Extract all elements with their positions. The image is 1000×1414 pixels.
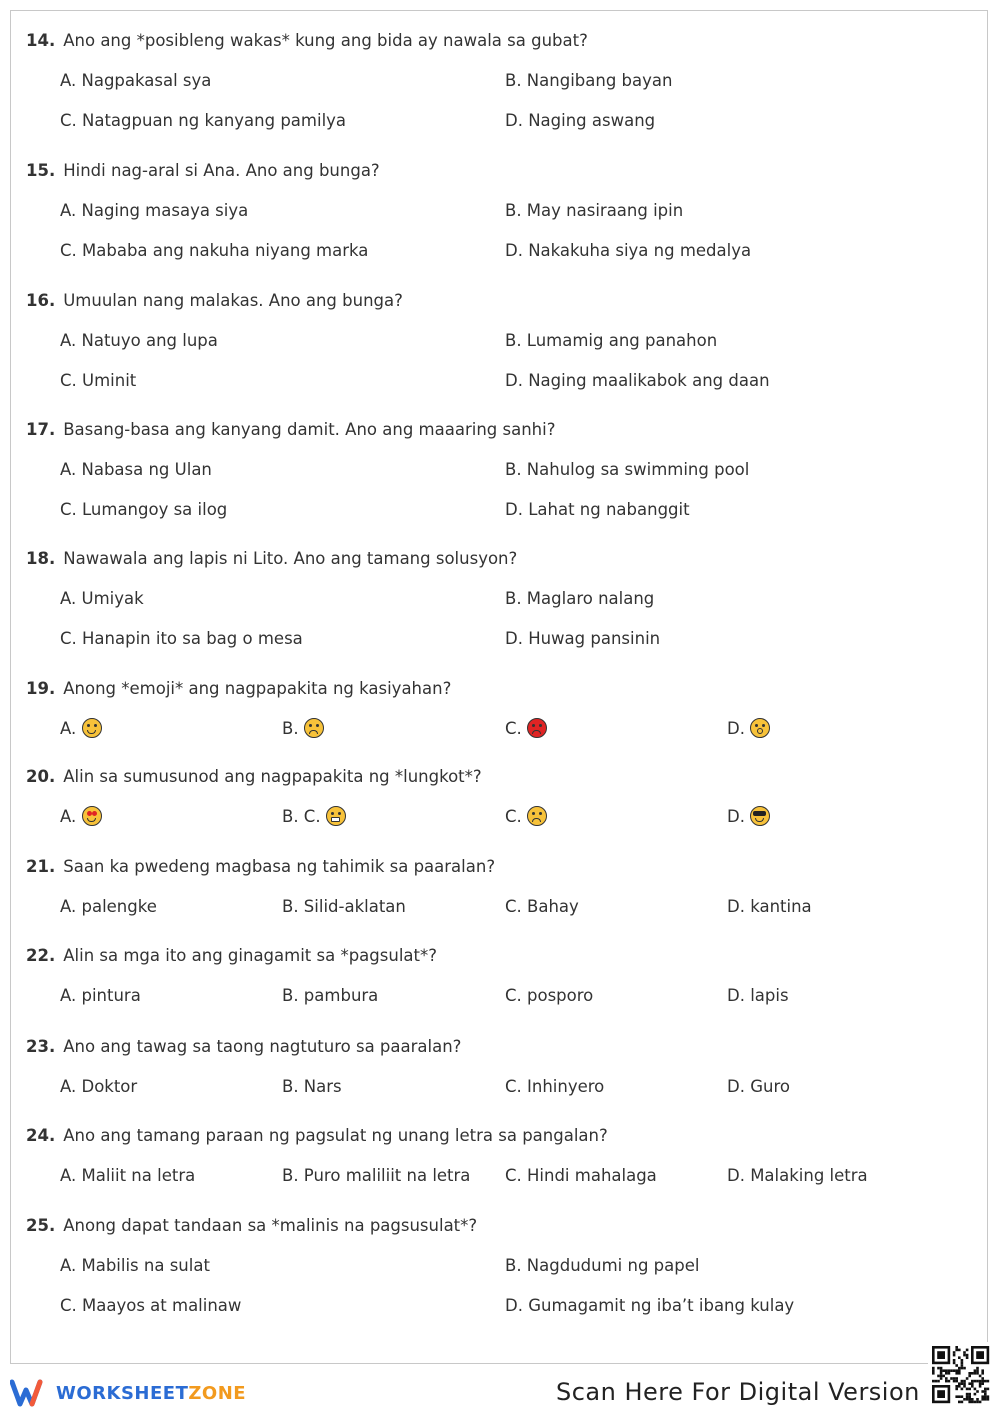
answer-option-d[interactable] bbox=[505, 1295, 794, 1317]
sad-face-icon bbox=[304, 718, 324, 738]
question-25 bbox=[26, 1215, 966, 1315]
question-title bbox=[26, 1125, 966, 1147]
question-number: 16. bbox=[26, 291, 56, 310]
option-label: B. Maglaro nalang bbox=[505, 589, 655, 608]
answer-option-b[interactable] bbox=[282, 985, 378, 1007]
answer-option-a[interactable] bbox=[60, 896, 157, 918]
question-text: Anong dapat tandaan sa *malinis na pagsusulat*? bbox=[63, 1216, 478, 1235]
answer-option-a[interactable] bbox=[60, 459, 212, 481]
question-title bbox=[26, 766, 966, 788]
option-label: C. Uminit bbox=[60, 371, 137, 390]
grimacing-face-icon bbox=[326, 806, 346, 826]
question-text: Nawawala ang lapis ni Lito. Ano ang tamang solusyon? bbox=[63, 549, 518, 568]
option-label: D. Guro bbox=[727, 1077, 790, 1096]
option-label: A. Umiyak bbox=[60, 589, 144, 608]
option-label: B. Nahulog sa swimming pool bbox=[505, 460, 750, 479]
option-label: D. Naging maalikabok ang daan bbox=[505, 371, 770, 390]
star-struck-face-icon bbox=[82, 806, 102, 826]
option-label: D. bbox=[727, 719, 745, 738]
question-21 bbox=[26, 856, 966, 916]
question-23 bbox=[26, 1036, 966, 1096]
question-22 bbox=[26, 945, 966, 1005]
question-text: Alin sa sumusunod ang nagpapakita ng *lungkot*? bbox=[63, 767, 482, 786]
option-label: B. Nagdudumi ng papel bbox=[505, 1256, 700, 1275]
question-title bbox=[26, 548, 966, 570]
answer-option-b[interactable] bbox=[505, 1255, 699, 1277]
question-number: 20. bbox=[26, 767, 56, 786]
answer-option-a[interactable] bbox=[60, 1255, 210, 1277]
question-title bbox=[26, 856, 966, 878]
answer-option-c[interactable] bbox=[60, 110, 346, 132]
option-label: D. kantina bbox=[727, 897, 812, 916]
answer-option-a[interactable] bbox=[60, 985, 141, 1007]
question-18 bbox=[26, 548, 966, 648]
answer-option-d[interactable] bbox=[505, 499, 690, 521]
option-label: D. bbox=[727, 807, 745, 826]
option-label: C. Bahay bbox=[505, 897, 579, 916]
question-number: 19. bbox=[26, 679, 56, 698]
question-number: 14. bbox=[26, 31, 56, 50]
smiling-face-icon bbox=[82, 718, 102, 738]
question-17 bbox=[26, 419, 966, 519]
scan-here-text: Scan Here For Digital Version bbox=[556, 1378, 920, 1406]
option-label: C. Maayos at malinaw bbox=[60, 1296, 242, 1315]
option-label: D. Lahat ng nabanggit bbox=[505, 500, 690, 519]
answer-option-a[interactable] bbox=[60, 330, 218, 352]
option-label: A. Naging masaya siya bbox=[60, 201, 249, 220]
question-title bbox=[26, 678, 966, 700]
option-label: A. Doktor bbox=[60, 1077, 138, 1096]
option-label: B. pambura bbox=[282, 986, 379, 1005]
option-label: A. Maliit na letra bbox=[60, 1166, 196, 1185]
question-number: 25. bbox=[26, 1216, 56, 1235]
option-label: D. Nakakuha siya ng medalya bbox=[505, 241, 752, 260]
option-label: D. Malaking letra bbox=[727, 1166, 868, 1185]
question-14 bbox=[26, 30, 966, 130]
answer-option-b[interactable] bbox=[505, 588, 654, 610]
answer-option-d[interactable] bbox=[505, 628, 660, 650]
answer-option-a[interactable] bbox=[60, 806, 102, 828]
answer-option-d[interactable] bbox=[727, 985, 789, 1007]
question-15 bbox=[26, 160, 966, 260]
option-label: C. bbox=[505, 719, 522, 738]
answer-option-c[interactable] bbox=[60, 370, 136, 392]
angry-face-icon bbox=[527, 718, 547, 738]
question-number: 24. bbox=[26, 1126, 56, 1145]
option-label: C. Hanapin ito sa bag o mesa bbox=[60, 629, 303, 648]
question-number: 18. bbox=[26, 549, 56, 568]
question-text: Ano ang tawag sa taong nagtuturo sa paaralan? bbox=[63, 1037, 462, 1056]
sunglasses-face-icon bbox=[750, 806, 770, 826]
logo-icon bbox=[10, 1378, 50, 1408]
question-number: 15. bbox=[26, 161, 56, 180]
answer-option-b[interactable] bbox=[505, 200, 683, 222]
question-number: 22. bbox=[26, 946, 56, 965]
answer-option-b[interactable] bbox=[505, 70, 672, 92]
question-title bbox=[26, 1215, 966, 1237]
answer-option-b[interactable] bbox=[282, 896, 406, 918]
answer-option-c[interactable] bbox=[60, 1295, 241, 1317]
question-title bbox=[26, 1036, 966, 1058]
answer-option-b[interactable] bbox=[282, 806, 346, 828]
logo-text-zone: ZONE bbox=[188, 1382, 247, 1404]
sad-face-icon bbox=[527, 806, 547, 826]
answer-option-c[interactable] bbox=[505, 896, 579, 918]
answer-option-d[interactable] bbox=[727, 806, 770, 828]
option-label: B. May nasiraang ipin bbox=[505, 201, 684, 220]
question-text: Umuulan nang malakas. Ano ang bunga? bbox=[63, 291, 403, 310]
answer-option-d[interactable] bbox=[727, 1076, 790, 1098]
option-label: D. Naging aswang bbox=[505, 111, 656, 130]
answer-option-a[interactable] bbox=[60, 588, 144, 610]
logo-wordmark bbox=[56, 1383, 246, 1404]
answer-option-c[interactable] bbox=[60, 628, 303, 650]
option-label: B. bbox=[282, 719, 299, 738]
question-text: Saan ka pwedeng magbasa ng tahimik sa paaralan? bbox=[63, 857, 496, 876]
answer-option-a[interactable] bbox=[60, 1165, 195, 1187]
option-label: D. Huwag pansinin bbox=[505, 629, 661, 648]
answer-option-c[interactable] bbox=[60, 499, 227, 521]
worksheetzone-logo bbox=[10, 1376, 246, 1410]
option-label: A. bbox=[60, 807, 77, 826]
option-label: A. Nagpakasal sya bbox=[60, 71, 212, 90]
answer-option-d[interactable] bbox=[505, 240, 751, 262]
option-label: B. Nars bbox=[282, 1077, 342, 1096]
option-label: D. lapis bbox=[727, 986, 789, 1005]
question-number: 23. bbox=[26, 1037, 56, 1056]
option-label: C. Lumangoy sa ilog bbox=[60, 500, 228, 519]
answer-option-c[interactable] bbox=[505, 985, 593, 1007]
option-label: B. Puro maliliit na letra bbox=[282, 1166, 471, 1185]
answer-option-c[interactable] bbox=[505, 1165, 657, 1187]
qr-code-icon[interactable] bbox=[928, 1342, 994, 1408]
question-title bbox=[26, 160, 966, 182]
answer-option-d[interactable] bbox=[505, 110, 655, 132]
question-number: 21. bbox=[26, 857, 56, 876]
answer-option-b[interactable] bbox=[282, 718, 324, 740]
question-title bbox=[26, 290, 966, 312]
answer-option-d[interactable] bbox=[727, 1165, 868, 1187]
answer-option-c[interactable] bbox=[505, 806, 547, 828]
answer-option-d[interactable] bbox=[505, 370, 770, 392]
answer-option-a[interactable] bbox=[60, 200, 248, 222]
question-title bbox=[26, 945, 966, 967]
question-text: Anong *emoji* ang nagpapakita ng kasiyahan? bbox=[63, 679, 452, 698]
question-text: Ano ang *posibleng wakas* kung ang bida ay nawala sa gubat? bbox=[63, 31, 588, 50]
question-text: Alin sa mga ito ang ginagamit sa *pagsulat*? bbox=[63, 946, 437, 965]
option-label: A. pintura bbox=[60, 986, 141, 1005]
shocked-face-icon bbox=[750, 718, 770, 738]
question-text: Hindi nag-aral si Ana. Ano ang bunga? bbox=[63, 161, 380, 180]
answer-option-c[interactable] bbox=[60, 240, 368, 262]
question-title bbox=[26, 30, 966, 52]
option-label: A. Mabilis na sulat bbox=[60, 1256, 210, 1275]
option-label: A. Nabasa ng Ulan bbox=[60, 460, 212, 479]
answer-option-b[interactable] bbox=[282, 1165, 470, 1187]
option-label: D. Gumagamit ng iba’t ibang kulay bbox=[505, 1296, 795, 1315]
question-16 bbox=[26, 290, 966, 390]
question-text: Basang-basa ang kanyang damit. Ano ang maaaring sanhi? bbox=[63, 420, 556, 439]
answer-option-b[interactable] bbox=[505, 330, 717, 352]
answer-option-a[interactable] bbox=[60, 1076, 137, 1098]
answer-option-c[interactable] bbox=[505, 718, 547, 740]
option-label: C. Hindi mahalaga bbox=[505, 1166, 657, 1185]
option-label: C. Mababa ang nakuha niyang marka bbox=[60, 241, 369, 260]
option-label: C. posporo bbox=[505, 986, 594, 1005]
answer-option-a[interactable] bbox=[60, 718, 102, 740]
option-label: A. Natuyo ang lupa bbox=[60, 331, 218, 350]
answer-option-b[interactable] bbox=[282, 1076, 342, 1098]
option-label: B. C. bbox=[282, 807, 321, 826]
question-number: 17. bbox=[26, 420, 56, 439]
option-label: B. Nangibang bayan bbox=[505, 71, 673, 90]
question-24 bbox=[26, 1125, 966, 1185]
logo-text-worksheet: WORKSHEET bbox=[56, 1382, 189, 1404]
answer-option-d[interactable] bbox=[727, 896, 812, 918]
answer-option-d[interactable] bbox=[727, 718, 770, 740]
question-19 bbox=[26, 678, 966, 738]
option-label: C. bbox=[505, 807, 522, 826]
question-title bbox=[26, 419, 966, 441]
option-label: B. Silid-aklatan bbox=[282, 897, 406, 916]
option-label: A. bbox=[60, 719, 77, 738]
answer-option-c[interactable] bbox=[505, 1076, 604, 1098]
answer-option-a[interactable] bbox=[60, 70, 211, 92]
option-label: A. palengke bbox=[60, 897, 157, 916]
option-label: C. Natagpuan ng kanyang pamilya bbox=[60, 111, 347, 130]
question-text: Ano ang tamang paraan ng pagsulat ng unang letra sa pangalan? bbox=[63, 1126, 608, 1145]
option-label: B. Lumamig ang panahon bbox=[505, 331, 718, 350]
answer-option-b[interactable] bbox=[505, 459, 749, 481]
option-label: C. Inhinyero bbox=[505, 1077, 605, 1096]
question-20 bbox=[26, 766, 966, 826]
